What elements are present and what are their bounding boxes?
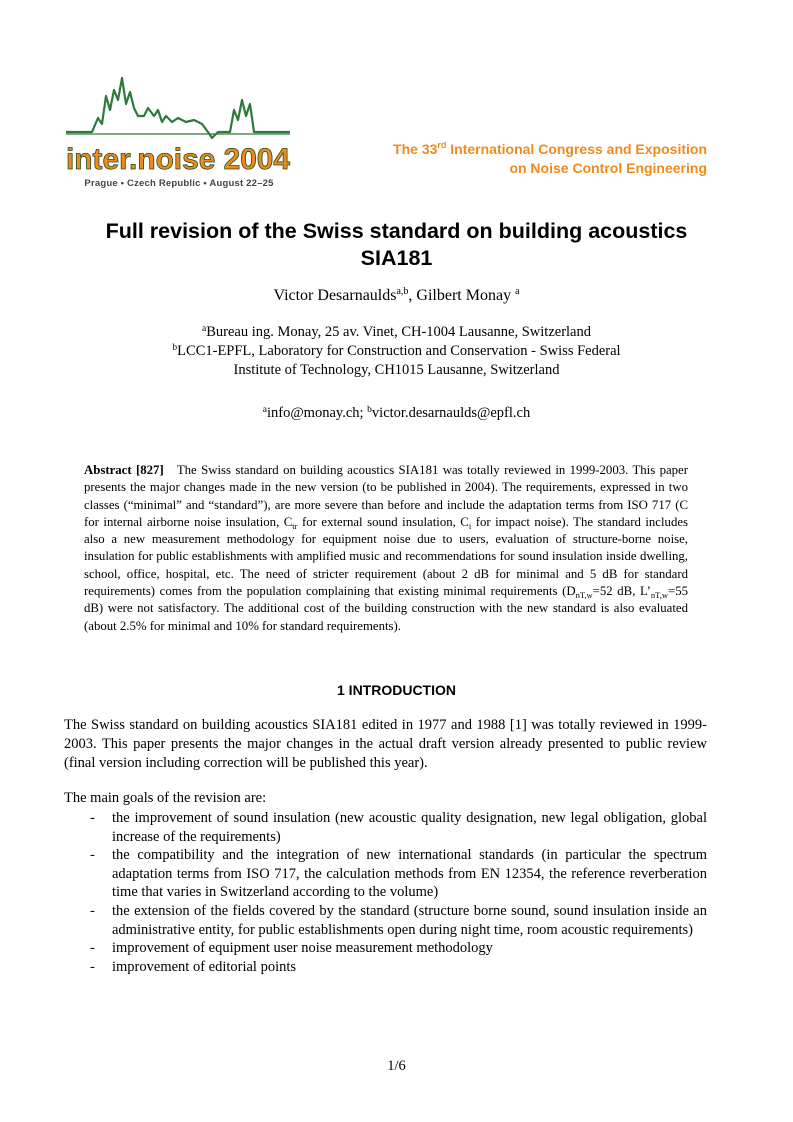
page-number: 1/6 <box>387 1058 406 1074</box>
affiliation-a-mark: a <box>202 324 207 334</box>
abstract <box>84 462 688 635</box>
logo-tagline: Prague • Czech Republic • August 22–25 <box>84 178 274 189</box>
list-item <box>64 958 707 977</box>
list-bullet: - <box>90 810 95 826</box>
author-1: Victor Desarnaulds <box>273 287 397 304</box>
conference-ordinal: 33 <box>421 141 438 157</box>
authors <box>40 287 753 305</box>
inter-noise-2004-logo <box>62 70 294 192</box>
email-a[interactable]: info@monay.ch; <box>266 405 368 421</box>
logo-graphic <box>62 70 294 176</box>
list-item <box>64 809 707 846</box>
section-heading-introduction: 1 INTRODUCTION <box>337 682 456 698</box>
author-1-affiliation-mark: a,b <box>396 286 409 297</box>
paper-title-line-2: SIA181 <box>360 246 433 270</box>
list-item <box>64 939 707 958</box>
logo-skyline-line <box>66 78 290 138</box>
list-item-text: the improvement of sound insulation (new acoustic quality designation, new legal obligation, global increase of the requirements) <box>112 810 707 845</box>
goals-intro: The main goals of the revision are: <box>64 790 267 806</box>
conference-ordinal-suffix: rd <box>437 140 447 150</box>
introduction-paragraph: The Swiss standard on building acoustics SIA181 edited in 1977 and 1988 [1] was totally reviewed in 1999-2003. This paper presents the major changes in the actual draft version already presented to public review (final version including correction will be published this year). <box>64 717 707 772</box>
goals-list <box>64 809 707 976</box>
abstract-sub-ntw: nT,w <box>575 590 593 601</box>
abstract-text-3: for impact noise). The standard includes also a new measurement methodology for equipment noise due to users, evaluation of structure-borne noise, insulation for public establishments with amplified music and recommendations for sound insulation inside dwelling, school, office, hospital, etc. The need of stricter requirement (about 2 dB for minimal and 5 dB for standard requirements) comes from the population complaining that existing minimal requirements (D <box>84 514 689 599</box>
list-item-text: improvement of equipment user noise measurement methodology <box>112 940 493 957</box>
paper-title <box>40 218 753 272</box>
list-item-text: improvement of editorial points <box>112 958 297 975</box>
list-item-text: the extension of the fields covered by the standard (structure borne sound, sound insulation inside an administrative entity, for public establishments open during night time, room acoustic requirements) <box>112 902 707 938</box>
abstract-label: Abstract [827] <box>84 463 164 477</box>
conference-line-1-text: International Congress and Exposition <box>446 141 707 157</box>
abstract-text-5: =55 dB) were not satisfactory. The additional cost of the building construction with the new standard is also evaluated (about 2.5% for minimal and 10% for standard requirements). <box>84 584 689 633</box>
logo-wordmark: inter.noise 2004 <box>66 143 291 176</box>
affiliation-b <box>40 342 753 361</box>
abstract-sub-tr: tr <box>292 520 298 531</box>
conference-name <box>393 140 707 178</box>
email-b-mark: b <box>367 405 372 415</box>
email-a-mark: a <box>262 405 267 415</box>
list-item <box>64 902 707 939</box>
email-b[interactable]: victor.desarnaulds@epfl.ch <box>371 405 531 421</box>
list-bullet: - <box>90 940 95 957</box>
list-bullet: - <box>90 958 95 975</box>
affiliation-b-mark: b <box>172 343 178 353</box>
affiliation-a-text: Bureau ing. Monay, 25 av. Vinet, CH-1004 Lausanne, Switzerland <box>206 324 591 340</box>
author-emails <box>40 405 753 422</box>
abstract-text-1: The Swiss standard on building acoustics SIA181 was totally reviewed in 1999-2003. This paper presents the major changes made in the new version (to be published in 2004). The requirements, expressed in two classes (“minimal” and “standard”), are more severe than before and include the adaptation terms from ISO 717 (C for internal airborne noise insulation, C <box>84 463 688 529</box>
abstract-text-2: for external sound insulation, C <box>297 514 469 529</box>
affiliation-b-text-line-1: LCC1-EPFL, Laboratory for Construction and Conservation - Swiss Federal <box>177 343 621 359</box>
list-item-text: the compatibility and the integration of new international standards (in particular the spectrum adaptation terms from ISO 717, the calculation methods from EN 12354, the reference reverberation time that varies in Switzerland according to the volume) <box>112 847 707 901</box>
abstract-sub-ntw-2: nT,w <box>650 590 668 601</box>
list-item <box>64 846 707 902</box>
affiliation-b-line-2: Institute of Technology, CH1015 Lausanne, Switzerland <box>233 362 560 378</box>
author-separator: , <box>408 287 417 304</box>
affiliations <box>40 323 753 380</box>
author-2-affiliation-mark: a <box>515 286 520 297</box>
conference-line-1: The 33rd International Congress and Exposition <box>393 140 707 157</box>
abstract-text-4: =52 dB, L’ <box>592 584 651 599</box>
abstract-sub-i: i <box>468 520 472 531</box>
list-bullet: - <box>90 847 95 864</box>
list-bullet: - <box>90 902 95 919</box>
author-2: Gilbert Monay <box>416 287 516 304</box>
paper-title-line-1: Full revision of the Swiss standard on building acoustics <box>105 219 688 243</box>
conference-line-2: on Noise Control Engineering <box>509 160 707 176</box>
affiliation-a <box>40 323 753 342</box>
